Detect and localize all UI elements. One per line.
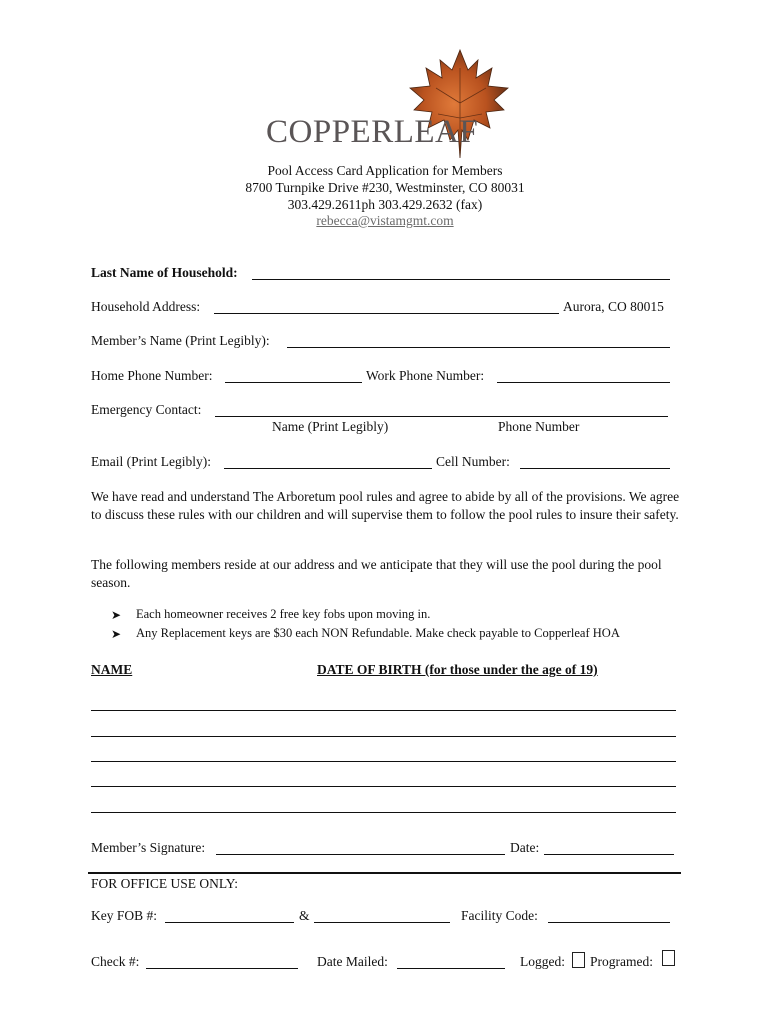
email-field[interactable] [224,468,432,469]
member-name-label: Member’s Name (Print Legibly): [91,333,270,348]
date-field[interactable] [544,854,674,855]
bullet-item: Each homeowner receives 2 free key fobs upon moving in. [136,607,431,621]
arrow-bullet-icon: ➤ [111,627,122,641]
date-label: Date: [510,840,540,855]
home-phone-label: Home Phone Number: [91,368,213,383]
logged-label: Logged: [520,954,565,969]
programed-checkbox[interactable] [662,950,675,966]
bullet-item: Any Replacement keys are $30 each NON Refundable. Make check payable to Copperleaf HOA [136,626,620,640]
logo-wordmark: COPPERLEAF [266,114,479,150]
work-phone-label: Work Phone Number: [366,368,485,383]
office-use-heading: FOR OFFICE USE ONLY: [91,876,239,891]
contact-email-link[interactable]: rebecca@vistamgmt.com [316,213,454,228]
arrow-bullet-icon: ➤ [111,608,122,622]
member-row-line[interactable] [91,736,676,737]
date-mailed-field[interactable] [397,968,505,969]
office-divider [88,872,681,874]
email-row [0,213,770,229]
facility-code-field[interactable] [548,922,670,923]
member-row-line[interactable] [91,761,676,762]
member-row-line[interactable] [91,812,676,813]
key-fob-ampersand: & [299,908,310,923]
emergency-contact-label: Emergency Contact: [91,402,202,417]
household-address-label: Household Address: [91,299,201,314]
signature-label: Member’s Signature: [91,840,206,855]
household-address-suffix: Aurora, CO 80015 [563,299,664,314]
email-label: Email (Print Legibly): [91,454,211,469]
dob-column-header: DATE OF BIRTH (for those under the age of 19) [317,662,598,677]
facility-code-label: Facility Code: [461,908,538,923]
agreement-paragraph: We have read and understand The Arboretum pool rules and agree to abide by all of the provisions. We agree to discuss these rules with our children and will supervise them to follow the pool rules to insure their safety. [91,489,680,522]
office-address: 8700 Turnpike Drive #230, Westminster, CO 80031 [245,180,525,195]
member-row-line[interactable] [91,786,676,787]
check-number-field[interactable] [146,968,298,969]
member-name-field[interactable] [287,347,670,348]
residents-paragraph: The following members reside at our address and we anticipate that they will use the pool during the pool season. [91,557,662,590]
member-row-line[interactable] [91,710,676,711]
cell-number-field[interactable] [520,468,670,469]
home-phone-field[interactable] [225,382,362,383]
household-address-field[interactable] [214,313,559,314]
emergency-name-caption: Name (Print Legibly) [272,419,389,434]
signature-field[interactable] [216,854,505,855]
office-phones: 303.429.2611ph 303.429.2632 (fax) [287,197,483,212]
cell-number-label: Cell Number: [436,454,510,469]
key-fob-field-1[interactable] [165,922,294,923]
emergency-phone-caption: Phone Number [498,419,580,434]
last-name-field[interactable] [252,279,670,280]
name-column-header: NAME [91,662,133,677]
date-mailed-label: Date Mailed: [317,954,388,969]
key-fob-field-2[interactable] [314,922,450,923]
programed-label: Programed: [590,954,653,969]
emergency-contact-field[interactable] [215,416,668,417]
logged-checkbox[interactable] [572,952,585,968]
check-number-label: Check #: [91,954,140,969]
key-fob-label: Key FOB #: [91,908,158,923]
last-name-label: Last Name of Household: [91,265,238,280]
form-title: Pool Access Card Application for Members [267,163,503,178]
work-phone-field[interactable] [497,382,670,383]
